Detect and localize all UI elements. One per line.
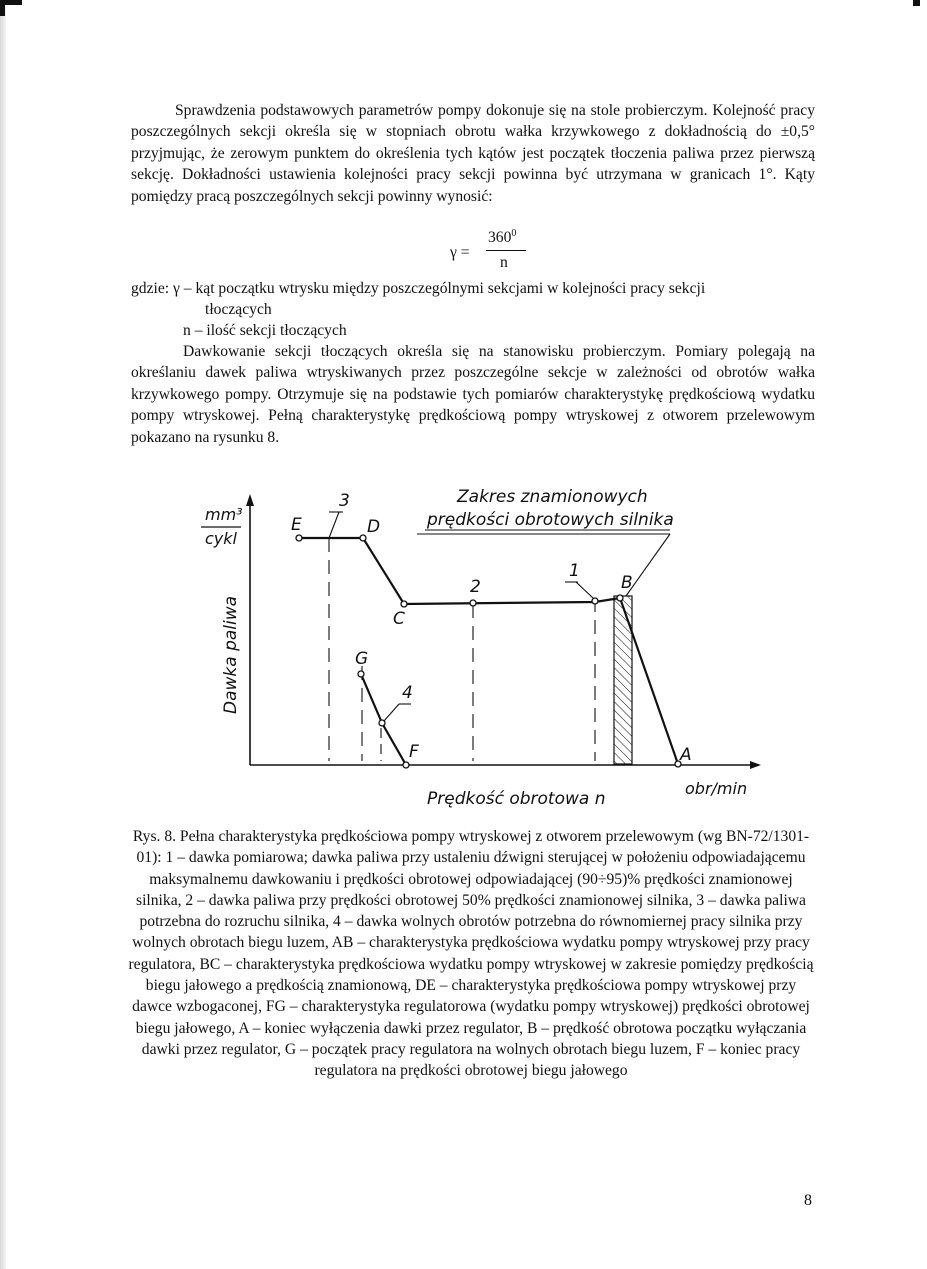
paragraph-intro: Sprawdzenia podstawowych parametrów pompy dokonuje się na stole probierczym. Kolejność pracy poszczególnych sekcji określa się w stopniach obrotu wałka krzywkowego z dokładnością do ±0,5° przyjmując, że zerowym punktem do określenia tych kątów jest początek tłoczenia paliwa przez pierwszą sekcję. Dokładności ustawienia kolejności pracy sekcji powinna być utrzymana w granicach 1°. Kąty pomiędzy pracą poszczególnych sekcji powinny wynosić: — [131, 102, 815, 205]
scan-corner-mark-right — [913, 0, 920, 6]
scan-corner-mark-vertical — [0, 0, 5, 16]
y-axis-label: Dawka paliwa — [221, 595, 241, 714]
figure-caption: Rys. 8. Pełna charakterystyka prędkościowa pompy wtryskowej z otworem przelewowym (wg BN-72/1301-01): 1 – dawka pomiarowa; dawka paliwa przy ustaleniu dźwigni sterującej w położeniu odpowiadającemu maksymalnemu dawkowaniu i prędkości obrotowej odpowiadającej (90÷95)% prędkości znamionowej silnika, 2 – dawka paliwa przy prędkości obrotowej 50% prędkości znamionowej silnika, 3 – dawka paliwa potrzebna do rozruchu silnika, 4 – dawka wolnych obrotów potrzebna do równomiernej pracy silnika przy wolnych obrotach biegu luzem, AB – charakterystyka prędkościowa wydatku pompy wtryskowej przy pracy regulatora, BC – charakterystyka prędkościowa wydatku pompy wtryskowej w zakresie pomiędzy prędkością biegu jałowego a prędkością znamionową, DE – charakterystyka prędkościowa pompy wtryskowej przy dawce wzbogaconej, FG – charakterystyka regulatorowa (wydatku pompy wtryskowej) prędkości obrotowej biegu jałowego, A – koniec wyłączenia dawki przez regulator, B – prędkość obrotowa początku wyłączania dawki przez regulator, G – początek pracy regulatora na wolnych obrotach biegu luzem, F – koniec pracy regulatora na prędkości obrotowej biegu jałowego — [128, 828, 814, 1080]
label-B: B — [621, 573, 633, 593]
formula-denominator: n — [500, 254, 508, 271]
marker-2: 2 — [470, 577, 481, 597]
node-2 — [470, 600, 476, 606]
range-label-line-2: prędkości obrotowych silnika — [427, 510, 674, 530]
figure-svg — [195, 478, 770, 818]
definition-gamma: gdzie: γ – kąt początku wtrysku między poszczególnymi sekcjami w kolejności pracy sekcji — [131, 280, 706, 297]
formula-numerator — [488, 228, 516, 247]
formula-fraction-bar — [486, 250, 526, 251]
label-D: D — [367, 517, 381, 537]
y-unit-denominator: cykl — [205, 529, 237, 548]
scan-edge — [0, 0, 6, 1269]
node-1 — [592, 598, 598, 604]
formula-lhs: γ = — [450, 244, 470, 261]
leader-3 — [329, 512, 339, 538]
marker-3: 3 — [339, 491, 350, 511]
y-unit-numerator: mm³ — [205, 505, 243, 524]
node-C — [401, 601, 407, 607]
figure-speed-characteristic — [195, 478, 770, 818]
paragraph-dosing: Dawkowanie sekcji tłoczących określa się na stanowisku probierczym. Pomiary polegają na określaniu dawek paliwa wtryskiwanych przez poszczególne sekcje w zależności od obrotów wałka krzywkowego pompy. Otrzymuje się na podstawie tych pomiarów charakterystykę prędkościową wydatku pompy wtryskowej. Pełną charakterystykę prędkościową pompy wtryskowej z otworem przelewowym pokazano na rysunku 8. — [131, 343, 815, 446]
marker-4: 4 — [402, 683, 413, 703]
definition-gamma-continued: tłoczących — [205, 301, 272, 318]
formula-numerator-exponent: 0 — [511, 228, 517, 239]
leader-1 — [576, 582, 593, 598]
node-D — [360, 535, 366, 541]
leader-4 — [384, 704, 399, 721]
y-axis-arrow-icon — [246, 494, 254, 506]
x-axis-arrow-icon — [750, 761, 761, 769]
hatched-nominal-range — [614, 596, 632, 764]
node-B — [617, 595, 623, 601]
node-G — [358, 671, 364, 677]
label-C: C — [393, 609, 405, 629]
label-F: F — [409, 742, 419, 762]
x-axis-unit: obr/min — [685, 779, 748, 798]
page-number: 8 — [804, 1192, 812, 1209]
label-G: G — [355, 649, 369, 669]
label-E: E — [291, 515, 302, 535]
node-F — [403, 762, 409, 768]
definition-n: n – ilość sekcji tłoczących — [183, 322, 347, 339]
range-label-line-1: Zakres znamionowych — [457, 487, 648, 507]
marker-1: 1 — [569, 561, 580, 581]
formula-gamma — [440, 228, 530, 276]
characteristic-curve-GF — [361, 674, 406, 765]
x-axis-label: Prędkość obrotowa n — [427, 789, 606, 809]
node-E — [296, 535, 302, 541]
label-A: A — [680, 745, 692, 765]
formula-numerator-value: 360 — [488, 229, 512, 247]
